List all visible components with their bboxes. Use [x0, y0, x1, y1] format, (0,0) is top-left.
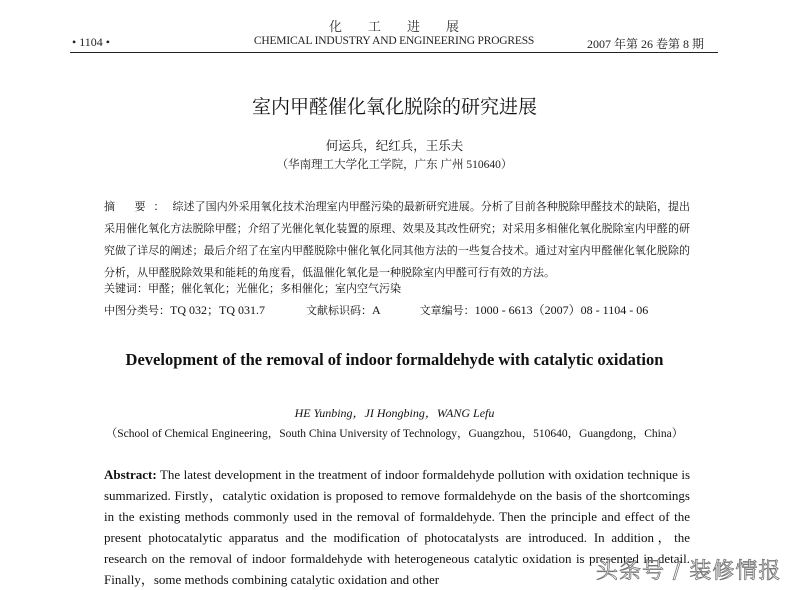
abstract-en-label: Abstract: — [104, 467, 157, 482]
authors-cn: 何运兵，纪红兵，王乐夫 — [325, 138, 464, 153]
abstract-cn-text: 综述了国内外采用氧化技术治理室内甲醛污染的最新研究进展。分析了目前各种脱除甲醛技术的缺陷，提出采用催化氧化方法脱除甲醛；介绍了光催化氧化装置的原理、效果及其改性研究；对采用多相催化氧化脱除室内甲醛的研究做了详尽的阐述；最后介绍了在室内甲醛脱除中催化氧化同其他方法的一些复合技术。通过对室内甲醛催化氧化脱除的分析，从甲醛脱除效果和能耗的角度看，低温催化氧化是一种脱除室内甲醛可行有效的方法。 — [104, 200, 691, 279]
clc-label: 中图分类号： — [104, 304, 170, 317]
keywords-cn — [104, 280, 401, 296]
abstract-en-text: The latest development in the treatment of indoor formaldehyde pollution with oxidation technique is summarized. Firstly，catalytic oxidation is proposed to remove formaldehyde on the basis of the shortcomings in the existing methods commonly used in the removal of formaldehyde. Then the principle and effect of the present photocatalytic apparatus and the modification of photocatalysts are introduced. In addition，the research on the removal of indoor formaldehyde with heterogeneous catalytic oxidation is presented in detail. Finally，some methods combining catalytic oxidation and other — [104, 467, 691, 587]
issue-info: 2007 年第 26 卷第 8 期 — [586, 37, 704, 51]
doc-code-value: A — [372, 303, 381, 317]
authors-en: HE Yunbing，JI Hongbing，WANG Lefu — [294, 406, 495, 420]
doc-code-label: 文献标识码： — [306, 304, 372, 317]
watermark: 头条号 / 装修情报 — [596, 559, 782, 584]
abstract-cn — [104, 196, 690, 284]
clc-value: TQ 032；TQ 031.7 — [170, 303, 265, 317]
journal-name-cn: 化工进展 — [328, 19, 485, 34]
journal-header — [70, 14, 718, 53]
keywords-value: 甲醛；催化氧化；光催化；多相催化；室内空气污染 — [148, 282, 401, 295]
keywords-label: 关键词： — [104, 282, 148, 295]
article-id-label: 文章编号： — [419, 304, 475, 317]
article-id-value: 1000 - 6613（2007）08 - 1104 - 06 — [474, 303, 649, 317]
page-number: • 1104 • — [72, 35, 110, 49]
article-title-cn: 室内甲醛催化氧化脱除的研究进展 — [251, 96, 537, 118]
abstract-cn-label: 摘 要： — [104, 200, 173, 213]
classification-info — [104, 301, 704, 318]
affiliation-en: （School of Chemical Engineering，South China University of Technology，Guangzhou，510640，Guangdong，China） — [105, 428, 684, 440]
journal-name-en: CHEMICAL INDUSTRY AND ENGINEERING PROGRESS — [253, 35, 535, 47]
article-title-en: Development of the removal of indoor formaldehyde with catalytic oxidation — [125, 350, 664, 369]
affiliation-cn: （华南理工大学化工学院，广东 广州 510640） — [276, 159, 513, 171]
